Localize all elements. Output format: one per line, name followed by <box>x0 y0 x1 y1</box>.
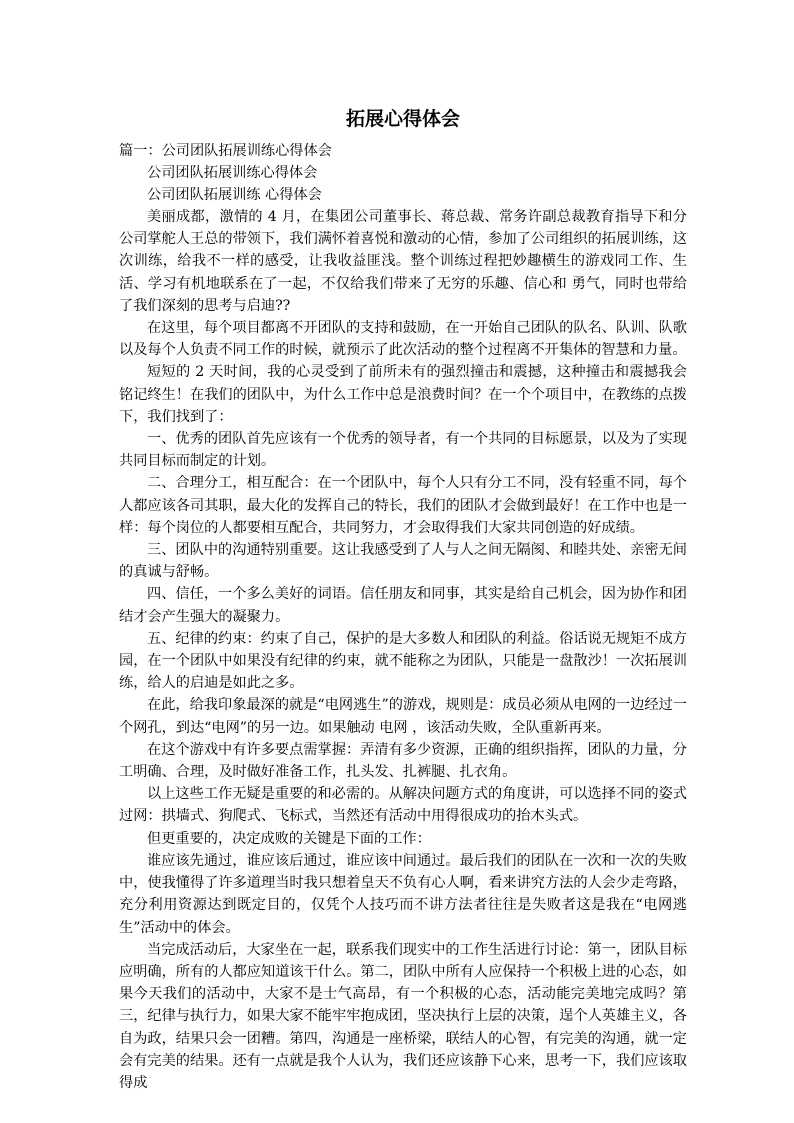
paragraph: 二、合理分工，相互配合：在一个团队中，每个人只有分工不同，没有轻重不同，每个人都应该各司其职，最大化的发挥自己的特长，我们的团队才会做到最好！在工作中也是一样：每个岗位的人都要相互配合，共同努力，才会取得我们大家共同创造的好成绩。 <box>119 475 687 536</box>
paragraph: 一、优秀的团队首先应该有一个优秀的领导者，有一个共同的目标愿景，以及为了实现共同目标而制定的计划。 <box>119 431 687 470</box>
document-title: 拓展心得体会 <box>345 108 460 130</box>
subheading-2: 公司团队拓展训练 心得体会 <box>147 187 322 203</box>
paragraph: 谁应该先通过，谁应该后通过，谁应该中间通过。最后我们的团队在一次和一次的失败中，使我懂得了许多道理当时我只想着皇天不负有心人啊，看来讲究方法的人会少走弯路，充分利用资源达到既定目的，仅凭个人技巧而不讲方法者往往是失败者这是我在“电网逃生”活动中的体会。 <box>119 852 687 936</box>
paragraph: 在这个游戏中有许多要点需掌握：弄清有多少资源，正确的组织指挥，团队的力量，分工明确、合理，及时做好准备工作，扎头发、扎裤腿、扎衣角。 <box>119 741 687 781</box>
paragraph: 美丽成都，激情的 4 月，在集团公司董事长、蒋总裁、常务许副总裁教育指导下和分公司掌舵人王总的带领下，我们满怀着喜悦和激动的心情，参加了公司组织的拓展训练，这次训练，给我不一样的感受，让我收益匪浅。整个训练过程把妙趣横生的游戏同工作、生活、学习有机地联系在了一起，不仅给我们带来了无穷的乐趣、信心和 勇气，同时也带给了我们深刻的思考与启迪?? <box>119 209 687 314</box>
paragraph: 但更重要的，决定成败的关键是下面的工作： <box>147 830 431 847</box>
paragraph: 以上这些工作无疑是重要的和必需的。从解决问题方式的角度讲，可以选择不同的姿式过网：拱墙式、狗爬式、飞标式，当然还有活动中用得很成功的抬木头式。 <box>119 786 687 825</box>
paragraph: 在这里，每个项目都离不开团队的支持和鼓励，在一开始自己团队的队名、队训、队歌以及每个人负责不同工作的时候，就预示了此次活动的整个过程离不开集体的智慧和力量。 <box>119 320 687 359</box>
paragraph: 五、纪律的约束：约束了自己，保护的是大多数人和团队的利益。俗话说无规矩不成方园，在一个团队中如果没有纪律的约束，就不能称之为团队，只能是一盘散沙！一次拓展训练，给人的启迪是如此之多。 <box>119 630 687 692</box>
subheading-1: 公司团队拓展训练心得体会 <box>147 165 318 181</box>
paragraph: 当完成活动后，大家坐在一起，联系我们现实中的工作生活进行讨论：第一，团队目标应明确，所有的人都应知道该干什么。第二，团队中所有人应保持一个积极上进的心态，如果今天我们的活动中，大家不是士气高昂，有一个积极的心态，活动能完美地完成吗？第三，纪律与执行力，如果大家不能牢牢抱成团，坚决执行上层的决策，逞个人英雄主义，各自为政，结果只会一团糟。第四，沟通是一座桥梁，联结人的心智，有完美的沟通，就一定会有完美的结果。还有一点就是我个人认为，我们还应该静下心来，思考一下，我们应该取得成 <box>119 941 687 1091</box>
document-page <box>119 106 687 1094</box>
section-heading: 篇一：公司团队拓展训练心得体会 <box>119 143 332 159</box>
paragraph: 三、团队中的沟通特别重要。这让我感受到了人与人之间无隔阂、和睦共处、亲密无间的真诚与舒畅。 <box>119 542 687 581</box>
paragraph: 四、信任，一个多么美好的词语。信任朋友和同事，其实是给自己机会，因为协作和团结才会产生强大的凝聚力。 <box>119 586 687 625</box>
paragraph: 在此，给我印象最深的就是“电网逃生”的游戏，规则是：成员必须从电网的一边经过一个网孔，到达“电网”的另一边。如果触动 电网 ，该活动失败，全队重新再来。 <box>119 697 687 736</box>
paragraph: 短短的 2 天时间，我的心灵受到了前所未有的强烈撞击和震撼，这种撞击和震撼我会铭记终生！在我们的团队中，为什么工作中总是浪费时间？在一个个项目中，在教练的点拨下，我们找到了： <box>119 364 687 425</box>
